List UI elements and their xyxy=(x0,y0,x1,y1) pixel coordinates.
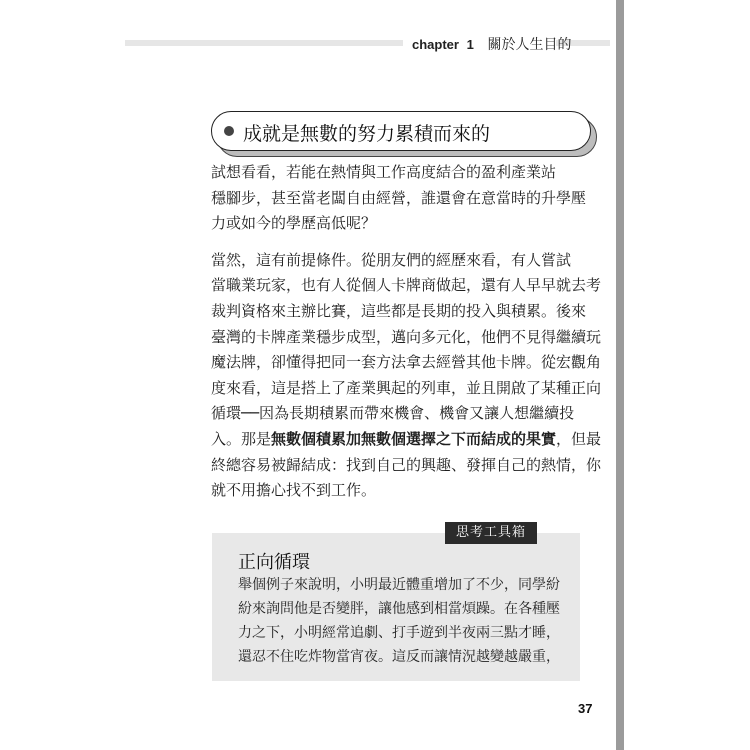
text-line: 循環──因為長期積累而帶來機會、機會又讓人想繼續投 xyxy=(211,404,575,423)
text-line: 就不用擔心找不到工作。 xyxy=(211,481,377,500)
toolbox-text xyxy=(238,573,568,669)
text-line: 舉個例子來說明，小明最近體重增加了不少，同學紛 xyxy=(238,577,560,593)
chapter-word: chapter xyxy=(412,37,459,52)
body-text xyxy=(211,160,602,504)
paragraph-2 xyxy=(211,248,602,504)
paragraph-1 xyxy=(211,160,587,237)
text-line: 當職業玩家，也有人從個人卡牌商做起，還有人早早就去考 xyxy=(211,276,602,295)
text-line: 終總容易被歸結成：找到自己的興趣、發揮自己的熱情，你 xyxy=(211,455,602,474)
text-line: 穩腳步，甚至當老闆自由經營，誰還會在意當時的升學壓 xyxy=(211,188,587,207)
emph-after: ，但最 xyxy=(556,429,602,448)
text-line: 力之下，小明經常追劇、打手遊到半夜兩三點才睡， xyxy=(238,625,560,641)
text-line-emphasis xyxy=(211,427,602,453)
chapter-number: 1 xyxy=(466,37,474,52)
page-number: 37 xyxy=(578,701,593,716)
section-title: 成就是無數的努力累積而來的 xyxy=(243,123,491,145)
emph-before: 入。那是 xyxy=(211,429,272,448)
text-line: 試想看看，若能在熱情與工作高度結合的盈利產業站 xyxy=(211,163,557,181)
text-line: 裁判資格來主辦比賽，這些都是長期的投入與積累。後來 xyxy=(211,301,587,320)
toolbox-tab: 思考工具箱 xyxy=(445,522,537,544)
toolbox-title: 正向循環 xyxy=(238,552,310,573)
text-line: 還忍不住吃炸物當宵夜。這反而讓情況越變越嚴重， xyxy=(238,649,560,665)
text-line: 紛來詢問他是否變胖，讓他感到相當煩躁。在各種壓 xyxy=(238,601,560,617)
emphasized-phrase: 無數個積累加無數個選擇之下而結成的果實 xyxy=(271,429,557,448)
text-line: 力或如今的學歷高低呢？ xyxy=(211,214,377,233)
header-rule-left xyxy=(125,40,403,46)
chapter-title: 關於人生目的 xyxy=(487,37,572,53)
bullet-dot-icon xyxy=(224,126,234,136)
text-line: 當然，這有前提條件。從朋友們的經歷來看，有人嘗試 xyxy=(211,250,572,269)
text-line: 臺灣的卡牌產業穩步成型，邁向多元化，他們不見得繼續玩 xyxy=(211,327,602,346)
section-title-banner xyxy=(211,111,591,151)
text-line: 魔法牌，卻懂得把同一套方法拿去經營其他卡牌。從宏觀角 xyxy=(211,353,602,372)
text-line: 度來看，這是搭上了產業興起的列車，並且開啟了某種正向 xyxy=(211,378,602,397)
running-header xyxy=(412,34,571,54)
page-edge xyxy=(616,0,624,750)
